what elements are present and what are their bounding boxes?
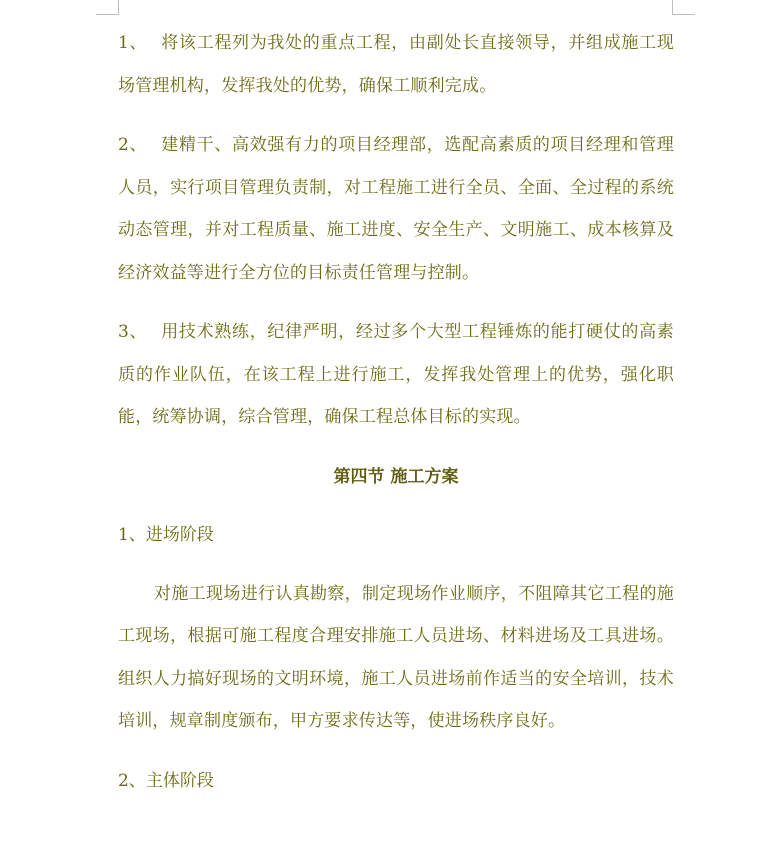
stage-paragraph-entry: 对施工现场进行认真勘察，制定现场作业顺序，不阻障其它工程的施工现场，根据可施工程度合理安排施工人员进场、材料进场及工具进场。组织人力搞好现场的文明环境，施工人员进场前作适当的安全培训，技术培训，规章制度颁布，甲方要求传达等，使进场秩序良好。 (118, 583, 674, 731)
list-item-text: 用技术熟练，纪律严明，经过多个大型工程锤炼的能打硬仗的高素质的作业队伍，在该工程上进行施工，发挥我处管理上的优势，强化职能，统筹协调，综合管理，确保工程总体目标的实现。 (118, 322, 674, 427)
stage-heading-main: 2、主体阶段 (118, 770, 214, 791)
margin-corner-mark-left (96, 0, 119, 15)
list-item-text: 将该工程列为我处的重点工程，由副处长直接领导，并组成施工现场管理机构，发挥我处的优势，确保工顺利完成。 (118, 33, 674, 96)
list-item (118, 124, 674, 294)
stage-heading-entry: 1、进场阶段 (118, 524, 214, 545)
list-item-text: 建精干、高效强有力的项目经理部，选配高素质的项目经理和管理人员，实行项目管理负责制，对工程施工进行全员、全面、全过程的系统动态管理，并对工程质量、施工进度、安全生产、文明施工、成本核算及经济效益等进行全方位的目标责任管理与控制。 (118, 135, 674, 283)
list-item-number: 3、 (118, 322, 148, 342)
list-item (118, 22, 674, 107)
list-item-number: 1、 (118, 33, 148, 53)
section-title: 第四节 施工方案 (333, 466, 459, 487)
list-item-number: 2、 (118, 135, 148, 155)
margin-corner-mark-right (672, 0, 695, 15)
document-body (118, 22, 674, 819)
list-item (118, 311, 674, 439)
